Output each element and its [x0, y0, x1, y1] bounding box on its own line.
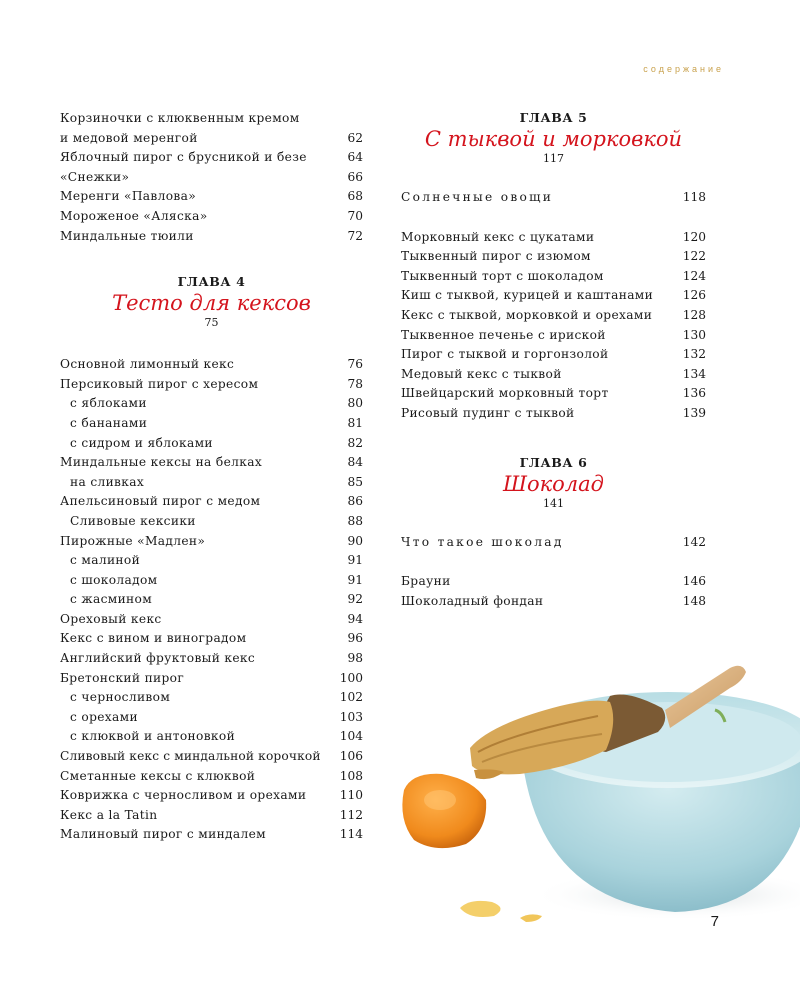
toc-subentry: с клюквой и антоновкой 104: [70, 729, 363, 744]
toc-entry: Персиковый пирог с хересом 78: [60, 376, 363, 391]
chapter-page: 75: [204, 316, 219, 330]
toc-entry: Брауни 146: [401, 574, 706, 589]
toc-entry: Яблочный пирог с брусникой и безе 64: [60, 150, 363, 165]
toc-entry: и медовой меренгой 62: [60, 130, 363, 145]
toc-entry: Тыквенный пирог с изюмом 122: [401, 249, 706, 264]
toc-intro-entry: Солнечные овощи 118: [401, 190, 706, 204]
toc-entry: Швейцарский морковный торт 136: [401, 386, 706, 401]
toc-right-column: [401, 109, 706, 611]
toc-entry: Пирожные «Мадлен» 90: [60, 533, 363, 548]
toc-entry: Медовый кекс с тыквой 134: [401, 366, 706, 381]
toc-entry: Бретонский пирог 100: [60, 670, 363, 685]
toc-subentry: на сливках 85: [70, 474, 363, 489]
page-number: 7: [710, 913, 719, 930]
toc-entry: Ореховый кекс 94: [60, 611, 363, 626]
toc-subentry: с малиной 91: [70, 553, 363, 568]
toc-entry: Тыквенный торт с шоколадом 124: [401, 268, 706, 283]
toc-entry: Миндальные тюили 72: [60, 228, 363, 243]
chapter-title: С тыквой и морковкой: [424, 127, 683, 151]
toc-list-chapter-5: [401, 228, 706, 424]
toc-entry: Тыквенное печенье с ириской 130: [401, 327, 706, 342]
toc-entry: Пирог с тыквой и горгонзолой 132: [401, 347, 706, 362]
chapter-4-heading: [60, 273, 363, 330]
toc-entry: Киш с тыквой, курицей и каштанами 126: [401, 288, 706, 303]
toc-list-top: [60, 109, 363, 246]
toc-subentry: с черносливом 102: [70, 690, 363, 705]
toc-entry: Апельсиновый пирог с медом 86: [60, 494, 363, 509]
toc-list-chapter-4: [60, 355, 363, 845]
chapter-label: ГЛАВА 5: [519, 110, 588, 125]
toc-entry: Миндальные кексы на белках 84: [60, 455, 363, 470]
toc-subentry: с шоколадом 91: [70, 572, 363, 587]
toc-entry: Коврижка с черносливом и орехами 110: [60, 788, 363, 803]
toc-subentry: Сливовые кексики 88: [70, 513, 363, 528]
toc-entry: Сливовый кекс с миндальной корочкой 106: [60, 749, 363, 764]
toc-entry: Кекс с вином и виноградом 96: [60, 631, 363, 646]
chapter-title: Тесто для кексов: [112, 291, 311, 316]
toc-subentry: с яблоками 80: [70, 396, 363, 411]
toc-subentry: с жасмином 92: [70, 592, 363, 607]
toc-entry: Малиновый пирог с миндалем 114: [60, 827, 363, 842]
chapter-6-heading: [401, 454, 706, 511]
toc-subentry: с бананами 81: [70, 415, 363, 430]
toc-entry: Рисовый пудинг с тыквой 139: [401, 405, 706, 420]
running-head: содержание: [643, 64, 724, 74]
toc-entry: Корзиночки с клюквенным кремом: [60, 111, 300, 125]
toc-entry: Кекс а la Tatin 112: [60, 807, 363, 822]
bowl-and-brush-photo: [370, 650, 800, 930]
toc-left-column: [60, 109, 363, 845]
chapter-page: 141: [543, 496, 564, 510]
toc-entry: Сметанные кексы с клюквой 108: [60, 768, 363, 783]
toc-entry: Основной лимонный кекс 76: [60, 357, 363, 372]
toc-entry: Мороженое «Аляска» 70: [60, 208, 363, 223]
toc-entry: «Снежки» 66: [60, 169, 363, 184]
chapter-page: 117: [543, 152, 564, 165]
toc-entry: Морковный кекс с цукатами 120: [401, 229, 706, 244]
toc-entry: Английский фруктовый кекс 98: [60, 651, 363, 666]
toc-list-chapter-6: [401, 572, 706, 611]
chapter-label: ГЛАВА 4: [177, 274, 246, 290]
chapter-label: ГЛАВА 6: [519, 454, 588, 470]
toc-subentry: с сидром и яблоками 82: [70, 435, 363, 450]
toc-entry: Шоколадный фондан 148: [401, 593, 706, 608]
toc-intro-entry: Что такое шоколад 142: [401, 534, 706, 549]
chapter-title: Шоколад: [503, 471, 604, 496]
toc-subentry: с орехами 103: [70, 709, 363, 724]
toc-entry: Меренги «Павлова» 68: [60, 189, 363, 204]
toc-entry: Кекс с тыквой, морковкой и орехами 128: [401, 307, 706, 322]
chapter-5-heading: [401, 109, 706, 166]
